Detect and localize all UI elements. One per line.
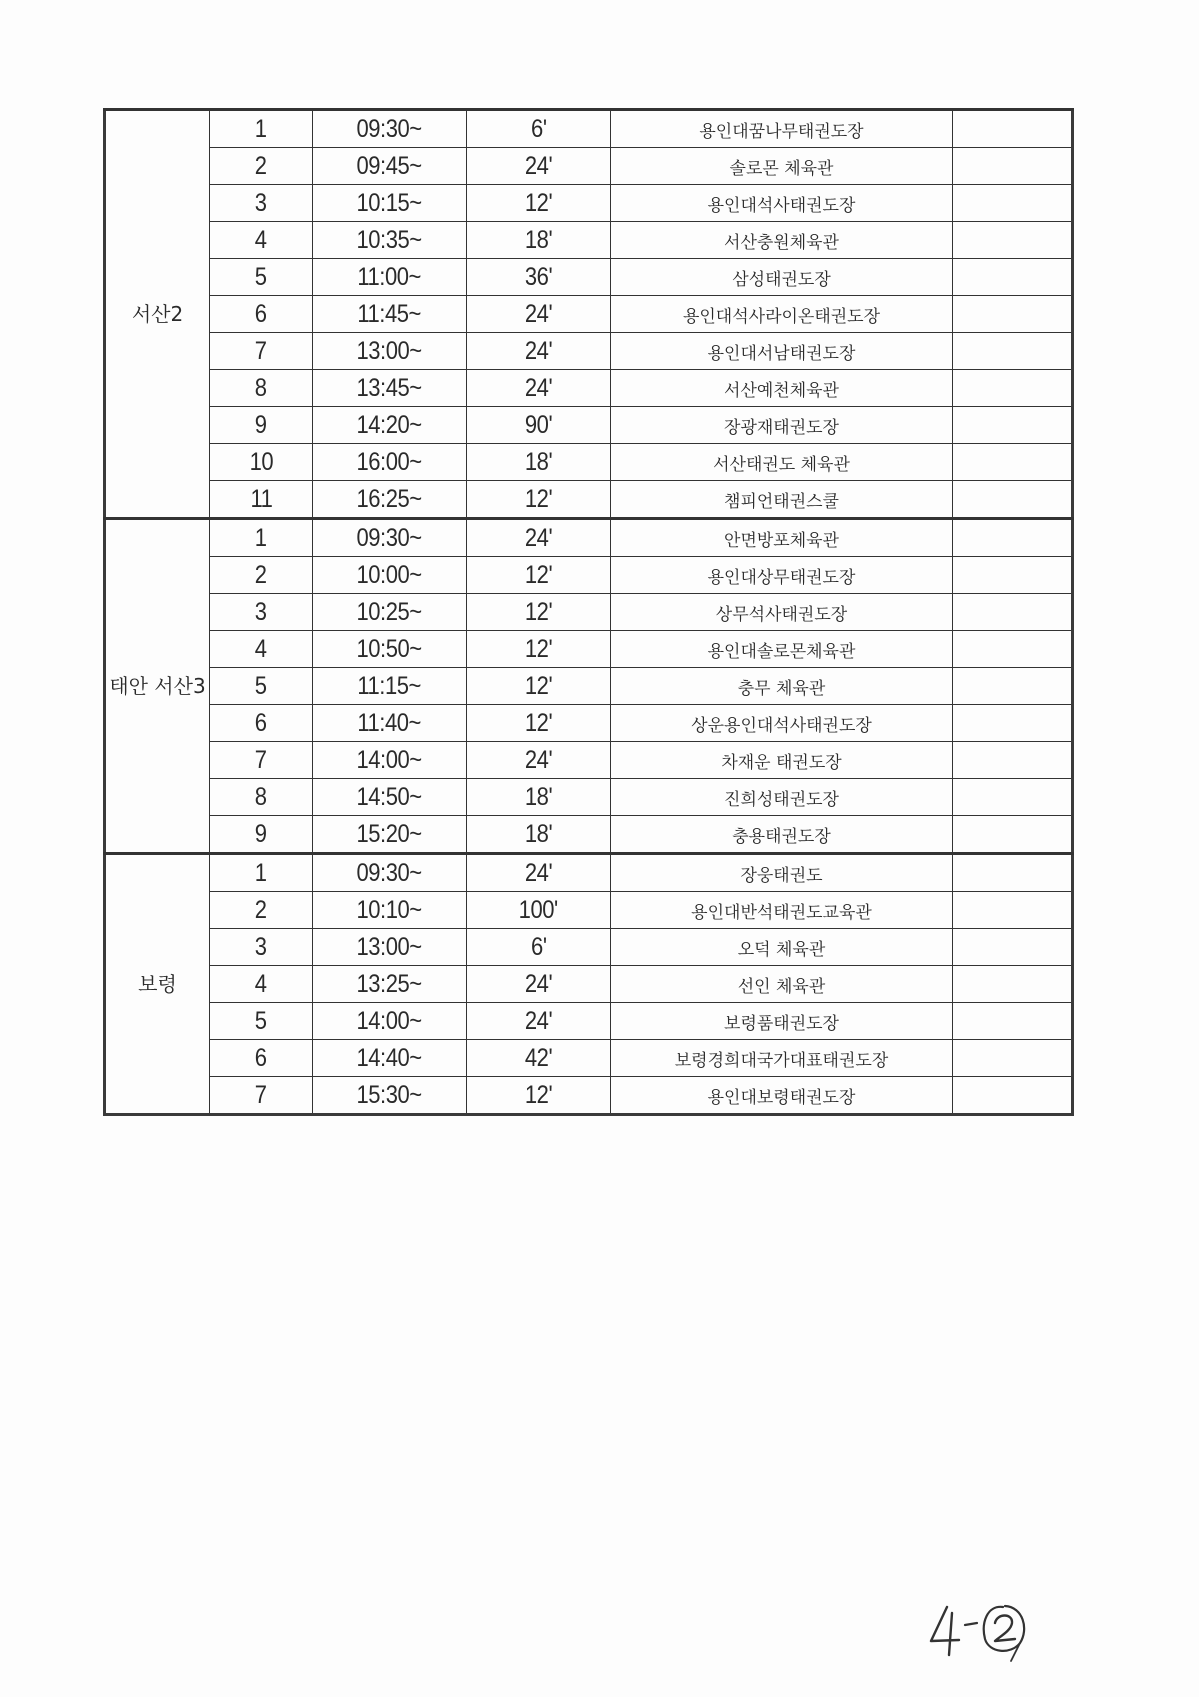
order-number-cell-text: 5 bbox=[255, 262, 267, 291]
order-number-cell bbox=[210, 557, 313, 594]
note-cell bbox=[953, 1003, 1073, 1040]
duration-cell bbox=[467, 816, 611, 854]
start-time-cell bbox=[313, 1040, 467, 1077]
table-row bbox=[105, 631, 1073, 668]
duration-cell-text: 90' bbox=[524, 410, 553, 439]
note-cell bbox=[953, 481, 1073, 519]
duration-cell-text: 24' bbox=[524, 969, 553, 998]
duration-cell-text: 6' bbox=[530, 114, 547, 143]
duration-cell bbox=[467, 1077, 611, 1115]
duration-cell-text: 24' bbox=[524, 1006, 553, 1035]
duration-cell-text: 12' bbox=[524, 1080, 553, 1109]
start-time-cell-text: 10:00~ bbox=[356, 560, 423, 589]
duration-cell bbox=[467, 110, 611, 148]
table-row bbox=[105, 892, 1073, 929]
duration-cell-text: 12' bbox=[524, 597, 553, 626]
duration-cell bbox=[467, 148, 611, 185]
region-cell: 보령 bbox=[105, 854, 210, 1115]
start-time-cell bbox=[313, 1003, 467, 1040]
duration-cell bbox=[467, 296, 611, 333]
start-time-cell bbox=[313, 222, 467, 259]
table-row bbox=[105, 222, 1073, 259]
order-number-cell bbox=[210, 296, 313, 333]
start-time-cell-text: 14:50~ bbox=[356, 782, 423, 811]
start-time-cell-text: 11:00~ bbox=[357, 262, 422, 291]
venue-cell: 용인대서남태권도장 bbox=[611, 333, 953, 370]
venue-cell: 오덕 체육관 bbox=[611, 929, 953, 966]
note-cell bbox=[953, 110, 1073, 148]
start-time-cell bbox=[313, 631, 467, 668]
table-row bbox=[105, 110, 1073, 148]
start-time-cell-text: 11:15~ bbox=[357, 671, 422, 700]
table-row bbox=[105, 333, 1073, 370]
note-cell bbox=[953, 854, 1073, 892]
duration-cell-text: 100' bbox=[518, 895, 559, 924]
duration-cell bbox=[467, 444, 611, 481]
table-row bbox=[105, 296, 1073, 333]
start-time-cell-text: 11:40~ bbox=[357, 708, 422, 737]
start-time-cell bbox=[313, 148, 467, 185]
order-number-cell bbox=[210, 333, 313, 370]
venue-cell: 챔피언태권스쿨 bbox=[611, 481, 953, 519]
venue-cell: 용인대석사태권도장 bbox=[611, 185, 953, 222]
start-time-cell bbox=[313, 557, 467, 594]
order-number-cell-text: 6 bbox=[255, 299, 267, 328]
order-number-cell-text: 1 bbox=[255, 114, 267, 143]
note-cell bbox=[953, 892, 1073, 929]
table-row bbox=[105, 779, 1073, 816]
start-time-cell-text: 10:10~ bbox=[356, 895, 423, 924]
order-number-cell-text: 2 bbox=[255, 895, 267, 924]
start-time-cell bbox=[313, 594, 467, 631]
start-time-cell-text: 13:00~ bbox=[356, 336, 423, 365]
note-cell bbox=[953, 1040, 1073, 1077]
note-cell bbox=[953, 407, 1073, 444]
table-row bbox=[105, 407, 1073, 444]
table-row bbox=[105, 444, 1073, 481]
venue-cell: 차재운 태권도장 bbox=[611, 742, 953, 779]
start-time-cell-text: 16:25~ bbox=[356, 484, 423, 513]
order-number-cell bbox=[210, 594, 313, 631]
duration-cell-text: 12' bbox=[524, 560, 553, 589]
venue-cell: 솔로몬 체육관 bbox=[611, 148, 953, 185]
start-time-cell bbox=[313, 296, 467, 333]
duration-cell-text: 24' bbox=[524, 151, 553, 180]
order-number-cell-text: 2 bbox=[255, 560, 267, 589]
table-row bbox=[105, 185, 1073, 222]
order-number-cell-text: 11 bbox=[250, 484, 272, 513]
start-time-cell-text: 15:20~ bbox=[356, 819, 423, 848]
duration-cell-text: 12' bbox=[524, 484, 553, 513]
venue-cell: 보령경희대국가대표태권도장 bbox=[611, 1040, 953, 1077]
start-time-cell-text: 09:30~ bbox=[356, 523, 423, 552]
start-time-cell-text: 09:30~ bbox=[356, 858, 423, 887]
order-number-cell bbox=[210, 259, 313, 296]
venue-cell: 장광재태권도장 bbox=[611, 407, 953, 444]
order-number-cell bbox=[210, 966, 313, 1003]
order-number-cell bbox=[210, 407, 313, 444]
start-time-cell-text: 14:00~ bbox=[356, 1006, 423, 1035]
venue-cell: 용인대반석태권도교육관 bbox=[611, 892, 953, 929]
note-cell bbox=[953, 1077, 1073, 1115]
duration-cell bbox=[467, 594, 611, 631]
table-row bbox=[105, 594, 1073, 631]
start-time-cell bbox=[313, 1077, 467, 1115]
schedule-body bbox=[105, 110, 1073, 1115]
note-cell bbox=[953, 222, 1073, 259]
order-number-cell bbox=[210, 519, 313, 557]
duration-cell-text: 36' bbox=[524, 262, 553, 291]
venue-cell: 충용태권도장 bbox=[611, 816, 953, 854]
duration-cell bbox=[467, 668, 611, 705]
venue-cell: 상무석사태권도장 bbox=[611, 594, 953, 631]
start-time-cell bbox=[313, 929, 467, 966]
duration-cell bbox=[467, 370, 611, 407]
note-cell bbox=[953, 668, 1073, 705]
duration-cell bbox=[467, 705, 611, 742]
table-row bbox=[105, 705, 1073, 742]
note-cell bbox=[953, 370, 1073, 407]
start-time-cell-text: 14:00~ bbox=[356, 745, 423, 774]
start-time-cell-text: 10:15~ bbox=[356, 188, 423, 217]
start-time-cell bbox=[313, 370, 467, 407]
note-cell bbox=[953, 966, 1073, 1003]
table-row bbox=[105, 1040, 1073, 1077]
venue-cell: 용인대꿈나무태권도장 bbox=[611, 110, 953, 148]
start-time-cell-text: 10:25~ bbox=[356, 597, 423, 626]
order-number-cell-text: 3 bbox=[255, 932, 267, 961]
venue-cell: 용인대솔로몬체육관 bbox=[611, 631, 953, 668]
order-number-cell bbox=[210, 370, 313, 407]
order-number-cell-text: 6 bbox=[255, 1043, 267, 1072]
order-number-cell bbox=[210, 742, 313, 779]
venue-cell: 서산예천체육관 bbox=[611, 370, 953, 407]
duration-cell-text: 42' bbox=[524, 1043, 553, 1072]
duration-cell-text: 24' bbox=[524, 745, 553, 774]
start-time-cell-text: 13:45~ bbox=[356, 373, 423, 402]
start-time-cell-text: 13:25~ bbox=[356, 969, 423, 998]
note-cell bbox=[953, 631, 1073, 668]
order-number-cell bbox=[210, 1003, 313, 1040]
start-time-cell bbox=[313, 816, 467, 854]
note-cell bbox=[953, 816, 1073, 854]
table-row bbox=[105, 742, 1073, 779]
order-number-cell-text: 5 bbox=[255, 1006, 267, 1035]
start-time-cell bbox=[313, 519, 467, 557]
duration-cell bbox=[467, 854, 611, 892]
start-time-cell bbox=[313, 259, 467, 296]
order-number-cell bbox=[210, 481, 313, 519]
order-number-cell bbox=[210, 444, 313, 481]
table-row bbox=[105, 481, 1073, 519]
duration-cell-text: 18' bbox=[524, 819, 553, 848]
start-time-cell bbox=[313, 705, 467, 742]
order-number-cell bbox=[210, 854, 313, 892]
table-row bbox=[105, 854, 1073, 892]
duration-cell bbox=[467, 779, 611, 816]
order-number-cell-text: 4 bbox=[255, 225, 267, 254]
start-time-cell bbox=[313, 892, 467, 929]
page-number-mark bbox=[925, 1593, 1045, 1663]
note-cell bbox=[953, 742, 1073, 779]
note-cell bbox=[953, 185, 1073, 222]
duration-cell bbox=[467, 1040, 611, 1077]
order-number-cell-text: 4 bbox=[255, 969, 267, 998]
note-cell bbox=[953, 333, 1073, 370]
region-cell: 태안 서산3 bbox=[105, 519, 210, 854]
venue-cell: 용인대보령태권도장 bbox=[611, 1077, 953, 1115]
duration-cell bbox=[467, 222, 611, 259]
note-cell bbox=[953, 705, 1073, 742]
start-time-cell-text: 09:30~ bbox=[356, 114, 423, 143]
note-cell bbox=[953, 148, 1073, 185]
duration-cell bbox=[467, 742, 611, 779]
order-number-cell-text: 2 bbox=[255, 151, 267, 180]
duration-cell bbox=[467, 557, 611, 594]
venue-cell: 상운용인대석사태권도장 bbox=[611, 705, 953, 742]
start-time-cell-text: 11:45~ bbox=[357, 299, 422, 328]
start-time-cell-text: 16:00~ bbox=[356, 447, 423, 476]
start-time-cell-text: 09:45~ bbox=[356, 151, 423, 180]
order-number-cell-text: 6 bbox=[255, 708, 267, 737]
start-time-cell-text: 15:30~ bbox=[356, 1080, 423, 1109]
schedule-table bbox=[103, 108, 1074, 1116]
duration-cell-text: 24' bbox=[524, 299, 553, 328]
duration-cell bbox=[467, 407, 611, 444]
start-time-cell-text: 10:50~ bbox=[356, 634, 423, 663]
duration-cell-text: 24' bbox=[524, 523, 553, 552]
note-cell bbox=[953, 296, 1073, 333]
duration-cell-text: 24' bbox=[524, 858, 553, 887]
start-time-cell bbox=[313, 444, 467, 481]
duration-cell bbox=[467, 892, 611, 929]
duration-cell-text: 12' bbox=[524, 634, 553, 663]
venue-cell: 보령품태권도장 bbox=[611, 1003, 953, 1040]
table-row bbox=[105, 148, 1073, 185]
venue-cell: 안면방포체육관 bbox=[611, 519, 953, 557]
order-number-cell bbox=[210, 779, 313, 816]
order-number-cell bbox=[210, 892, 313, 929]
table-row bbox=[105, 1077, 1073, 1115]
venue-cell: 용인대석사라이온태권도장 bbox=[611, 296, 953, 333]
order-number-cell-text: 3 bbox=[255, 188, 267, 217]
region-cell: 서산2 bbox=[105, 110, 210, 519]
order-number-cell bbox=[210, 185, 313, 222]
duration-cell-text: 12' bbox=[524, 188, 553, 217]
table-row bbox=[105, 519, 1073, 557]
start-time-cell bbox=[313, 407, 467, 444]
order-number-cell-text: 10 bbox=[249, 447, 273, 476]
duration-cell bbox=[467, 631, 611, 668]
duration-cell-text: 12' bbox=[524, 708, 553, 737]
venue-cell: 서산충원체육관 bbox=[611, 222, 953, 259]
duration-cell-text: 18' bbox=[524, 447, 553, 476]
duration-cell bbox=[467, 929, 611, 966]
duration-cell bbox=[467, 1003, 611, 1040]
start-time-cell bbox=[313, 668, 467, 705]
duration-cell bbox=[467, 333, 611, 370]
order-number-cell-text: 9 bbox=[255, 410, 267, 439]
table-row bbox=[105, 370, 1073, 407]
duration-cell bbox=[467, 259, 611, 296]
venue-cell: 용인대상무태권도장 bbox=[611, 557, 953, 594]
order-number-cell-text: 7 bbox=[255, 1080, 267, 1109]
table-row bbox=[105, 668, 1073, 705]
table-row bbox=[105, 929, 1073, 966]
venue-cell: 진희성태권도장 bbox=[611, 779, 953, 816]
start-time-cell-text: 14:40~ bbox=[356, 1043, 423, 1072]
table-row bbox=[105, 557, 1073, 594]
duration-cell bbox=[467, 519, 611, 557]
venue-cell: 충무 체육관 bbox=[611, 668, 953, 705]
table-row bbox=[105, 816, 1073, 854]
order-number-cell-text: 7 bbox=[255, 336, 267, 365]
start-time-cell bbox=[313, 110, 467, 148]
order-number-cell bbox=[210, 110, 313, 148]
duration-cell-text: 24' bbox=[524, 336, 553, 365]
duration-cell bbox=[467, 966, 611, 1003]
table-row bbox=[105, 966, 1073, 1003]
order-number-cell bbox=[210, 929, 313, 966]
start-time-cell-text: 14:20~ bbox=[356, 410, 423, 439]
note-cell bbox=[953, 259, 1073, 296]
start-time-cell bbox=[313, 185, 467, 222]
order-number-cell bbox=[210, 816, 313, 854]
duration-cell bbox=[467, 185, 611, 222]
table-row bbox=[105, 1003, 1073, 1040]
order-number-cell-text: 1 bbox=[255, 523, 267, 552]
order-number-cell bbox=[210, 1040, 313, 1077]
venue-cell: 선인 체육관 bbox=[611, 966, 953, 1003]
order-number-cell bbox=[210, 1077, 313, 1115]
start-time-cell bbox=[313, 779, 467, 816]
note-cell bbox=[953, 779, 1073, 816]
order-number-cell-text: 9 bbox=[255, 819, 267, 848]
start-time-cell bbox=[313, 966, 467, 1003]
note-cell bbox=[953, 444, 1073, 481]
order-number-cell-text: 5 bbox=[255, 671, 267, 700]
note-cell bbox=[953, 519, 1073, 557]
duration-cell-text: 18' bbox=[524, 782, 553, 811]
duration-cell-text: 6' bbox=[530, 932, 547, 961]
duration-cell-text: 12' bbox=[524, 671, 553, 700]
order-number-cell-text: 3 bbox=[255, 597, 267, 626]
start-time-cell bbox=[313, 854, 467, 892]
order-number-cell-text: 8 bbox=[255, 373, 267, 402]
duration-cell-text: 24' bbox=[524, 373, 553, 402]
handwritten-page-number-icon bbox=[925, 1593, 1045, 1663]
order-number-cell-text: 1 bbox=[255, 858, 267, 887]
order-number-cell bbox=[210, 222, 313, 259]
order-number-cell bbox=[210, 148, 313, 185]
note-cell bbox=[953, 594, 1073, 631]
order-number-cell bbox=[210, 705, 313, 742]
order-number-cell-text: 4 bbox=[255, 634, 267, 663]
start-time-cell bbox=[313, 742, 467, 779]
venue-cell: 장웅태권도 bbox=[611, 854, 953, 892]
table-row bbox=[105, 259, 1073, 296]
order-number-cell-text: 7 bbox=[255, 745, 267, 774]
venue-cell: 서산태권도 체육관 bbox=[611, 444, 953, 481]
order-number-cell bbox=[210, 668, 313, 705]
duration-cell-text: 18' bbox=[524, 225, 553, 254]
start-time-cell-text: 10:35~ bbox=[356, 225, 423, 254]
venue-cell: 삼성태권도장 bbox=[611, 259, 953, 296]
duration-cell bbox=[467, 481, 611, 519]
start-time-cell bbox=[313, 481, 467, 519]
note-cell bbox=[953, 557, 1073, 594]
note-cell bbox=[953, 929, 1073, 966]
start-time-cell bbox=[313, 333, 467, 370]
start-time-cell-text: 13:00~ bbox=[356, 932, 423, 961]
order-number-cell-text: 8 bbox=[255, 782, 267, 811]
order-number-cell bbox=[210, 631, 313, 668]
